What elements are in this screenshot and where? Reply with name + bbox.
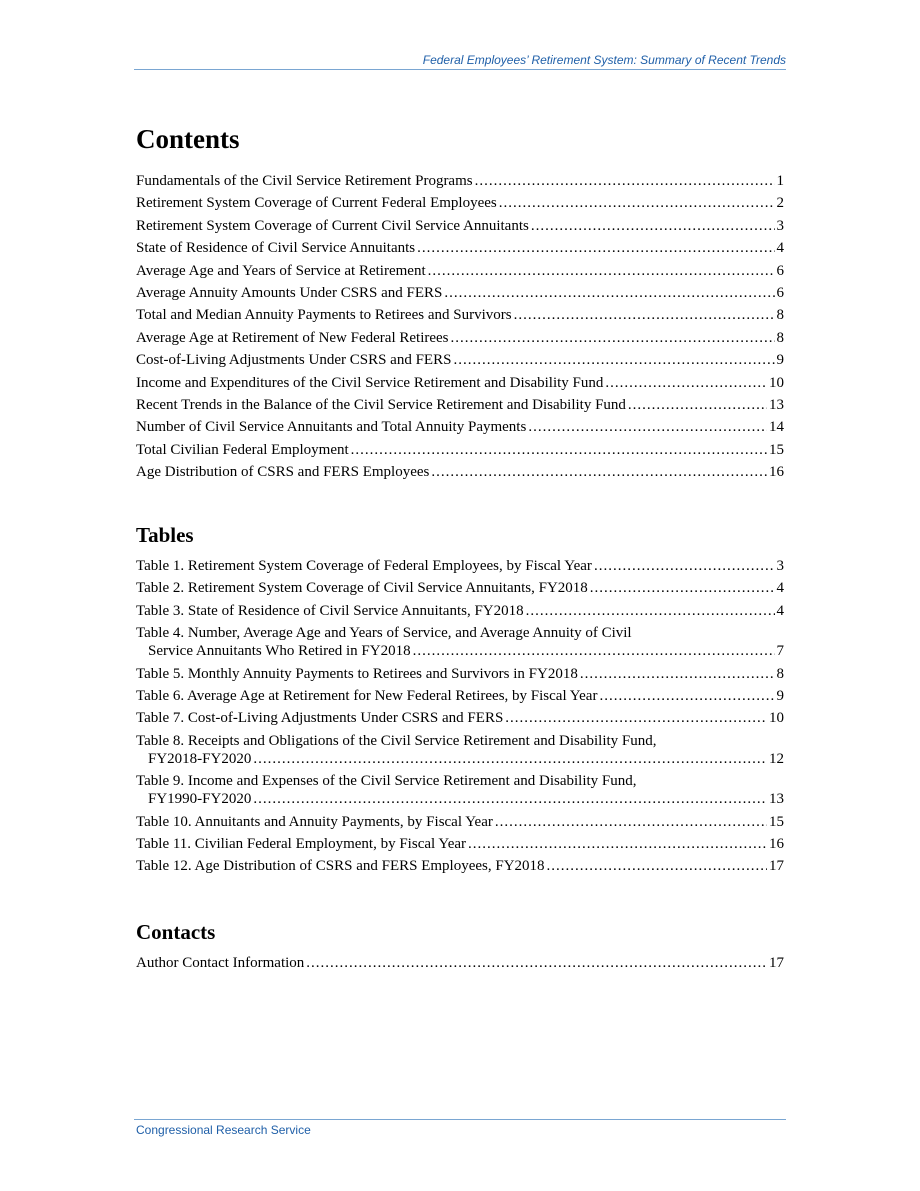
toc-page-number: 6 [776, 284, 784, 301]
toc-leader-dots [594, 557, 775, 575]
toc-entry-title: Table 11. Civilian Federal Employment, by Fiscal Year [136, 835, 467, 852]
toc-leader-dots [468, 835, 767, 853]
toc-page-number: 10 [769, 374, 784, 391]
toc-leader-dots [431, 463, 767, 481]
toc-entry-title: Number of Civil Service Annuitants and Total Annuity Payments [136, 419, 527, 436]
toc-leader-dots [547, 857, 767, 875]
toc-entry-title: Table 9. Income and Expenses of the Civil Service Retirement and Disability Fund, [136, 773, 637, 790]
toc-page-number: 16 [769, 464, 784, 481]
running-footer: Congressional Research Service [136, 1123, 311, 1137]
toc-page-number: 15 [769, 441, 784, 458]
toc-entry-title: Service Annuitants Who Retired in FY2018 [148, 643, 411, 660]
toc-entry[interactable] [136, 329, 784, 347]
toc-entry[interactable] [136, 624, 784, 660]
toc-leader-dots [605, 374, 767, 392]
toc-page-number: 14 [769, 419, 784, 436]
toc-leader-dots [505, 709, 767, 727]
toc-entry[interactable] [136, 396, 784, 414]
toc-leader-dots [499, 194, 775, 212]
toc-leader-dots [495, 813, 767, 831]
toc-entry[interactable] [136, 835, 784, 853]
toc-entry[interactable] [136, 374, 784, 392]
toc-page-number: 2 [776, 195, 784, 212]
toc-leader-dots [413, 642, 775, 660]
toc-entry-title: Retirement System Coverage of Current Federal Employees [136, 195, 497, 212]
toc-leader-dots [526, 602, 775, 620]
toc-entry[interactable] [136, 262, 784, 280]
toc-entry-title: Income and Expenditures of the Civil Service Retirement and Disability Fund [136, 374, 604, 391]
toc-entry-title: Author Contact Information [136, 955, 305, 971]
toc-entry[interactable] [136, 687, 784, 705]
toc-page-number: 3 [776, 217, 784, 234]
toc-page-number: 3 [776, 558, 784, 574]
toc-entry-title: FY1990-FY2020 [148, 791, 252, 808]
toc-entry[interactable] [136, 463, 784, 481]
toc-leader-dots [306, 954, 767, 972]
toc-leader-dots [451, 329, 775, 347]
toc-page-number: 9 [776, 687, 784, 704]
toc-entry-title: State of Residence of Civil Service Annuitants [136, 240, 416, 257]
toc-entry[interactable] [136, 772, 784, 808]
toc-leader-dots [628, 396, 767, 414]
toc-leader-dots [590, 579, 775, 597]
toc-page-number: 17 [769, 858, 784, 875]
toc-entry-title: Total Civilian Federal Employment [136, 441, 349, 458]
toc-page-number: 12 [769, 750, 784, 767]
toc-entry-title: Fundamentals of the Civil Service Retirement Programs [136, 173, 473, 189]
toc-page-number: 13 [769, 396, 784, 413]
toc-entry-title: Table 2. Retirement System Coverage of Civil Service Annuitants, FY2018 [136, 580, 588, 597]
running-header: Federal Employees’ Retirement System: Summary of Recent Trends [422, 53, 786, 67]
toc-entry-title: Recent Trends in the Balance of the Civil Service Retirement and Disability Fund [136, 396, 626, 413]
toc-entry-title: Table 10. Annuitants and Annuity Payments, by Fiscal Year [136, 813, 493, 830]
toc-leader-dots [428, 262, 775, 280]
toc-leader-dots [475, 172, 775, 190]
toc-page-number: 6 [776, 262, 784, 279]
toc-entry-title: Total and Median Annuity Payments to Retirees and Survivors [136, 307, 512, 324]
toc-leader-dots [514, 306, 775, 324]
toc-leader-dots [528, 418, 767, 436]
toc-entry[interactable] [136, 284, 784, 302]
toc-entry-title: Table 7. Cost-of-Living Adjustments Under CSRS and FERS [136, 710, 504, 727]
toc-entry-title: Cost-of-Living Adjustments Under CSRS and FERS [136, 352, 452, 369]
contacts-list [136, 954, 784, 976]
toc-entry[interactable] [136, 732, 784, 768]
toc-entry-title: Table 4. Number, Average Age and Years of Service, and Average Annuity of Civil [136, 625, 632, 642]
toc-page-number: 9 [776, 352, 784, 369]
tables-list [136, 557, 784, 880]
toc-leader-dots [580, 665, 775, 683]
tables-heading: Tables [136, 523, 194, 547]
toc-entry-title: Average Age at Retirement of New Federal Retirees [136, 329, 449, 346]
toc-entry[interactable] [136, 172, 784, 190]
toc-leader-dots [253, 790, 767, 808]
toc-entry-title: Age Distribution of CSRS and FERS Employees [136, 464, 430, 481]
toc-entry-title: FY2018-FY2020 [148, 750, 252, 767]
footer-rule [134, 1119, 786, 1120]
toc-entry[interactable] [136, 239, 784, 257]
toc-entry-title: Table 1. Retirement System Coverage of Federal Employees, by Fiscal Year [136, 558, 592, 574]
toc-entry[interactable] [136, 418, 784, 436]
toc-entry[interactable] [136, 579, 784, 597]
contents-list [136, 172, 784, 485]
toc-entry-title: Table 6. Average Age at Retirement for New Federal Retirees, by Fiscal Year [136, 687, 598, 704]
toc-entry-title: Average Age and Years of Service at Retirement [136, 262, 426, 279]
toc-entry[interactable] [136, 857, 784, 875]
contacts-heading: Contacts [136, 920, 216, 944]
toc-page-number: 16 [769, 835, 784, 852]
toc-leader-dots [453, 351, 774, 369]
toc-leader-dots [253, 750, 767, 768]
toc-page-number: 10 [769, 710, 784, 727]
toc-page-number: 4 [776, 580, 784, 597]
toc-entry[interactable] [136, 217, 784, 235]
toc-page-number: 17 [769, 955, 784, 971]
toc-entry[interactable] [136, 665, 784, 683]
toc-page-number: 8 [776, 665, 784, 682]
toc-entry[interactable] [136, 813, 784, 831]
toc-entry-title: Average Annuity Amounts Under CSRS and FERS [136, 284, 443, 301]
toc-entry[interactable] [136, 351, 784, 369]
toc-leader-dots [599, 687, 774, 705]
toc-entry[interactable] [136, 557, 784, 575]
toc-entry[interactable] [136, 441, 784, 459]
toc-entry[interactable] [136, 602, 784, 620]
toc-entry-title: Retirement System Coverage of Current Civil Service Annuitants [136, 217, 529, 234]
toc-entry[interactable] [136, 194, 784, 212]
toc-page-number: 15 [769, 813, 784, 830]
toc-leader-dots [417, 239, 774, 257]
toc-entry[interactable] [136, 954, 784, 972]
toc-entry-title: Table 5. Monthly Annuity Payments to Retirees and Survivors in FY2018 [136, 665, 578, 682]
toc-entry-title: Table 12. Age Distribution of CSRS and FERS Employees, FY2018 [136, 858, 545, 875]
contents-heading: Contents [136, 124, 240, 154]
toc-page-number: 4 [776, 240, 784, 257]
toc-page-number: 13 [769, 791, 784, 808]
toc-entry[interactable] [136, 306, 784, 324]
toc-page-number: 8 [776, 307, 784, 324]
toc-leader-dots [351, 441, 767, 459]
toc-entry-title: Table 8. Receipts and Obligations of the Civil Service Retirement and Disability Fund, [136, 732, 657, 749]
toc-entry-title: Table 3. State of Residence of Civil Service Annuitants, FY2018 [136, 602, 524, 619]
toc-leader-dots [531, 217, 775, 235]
toc-entry[interactable] [136, 709, 784, 727]
toc-page-number: 4 [776, 602, 784, 619]
toc-page-number: 1 [776, 173, 784, 189]
toc-page-number: 8 [776, 329, 784, 346]
toc-leader-dots [444, 284, 774, 302]
toc-page-number: 7 [776, 643, 784, 660]
header-rule [134, 69, 786, 70]
